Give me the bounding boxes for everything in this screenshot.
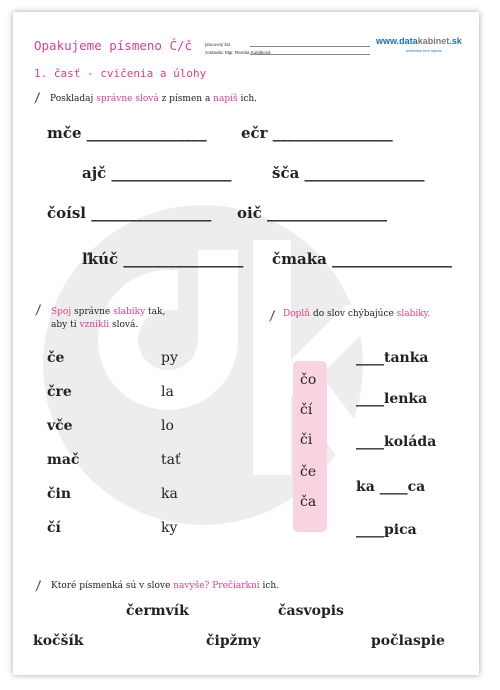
syllable-left: čin (47, 486, 72, 502)
syllable-left: vče (47, 418, 73, 434)
scrambled-word: čoísl ________________ (47, 204, 212, 222)
syllable-right: lo (161, 418, 174, 434)
pencil-icon (35, 304, 41, 316)
scrambled-word: mče ________________ (47, 124, 207, 142)
page-title: Opakujeme písmeno Č/č (34, 38, 193, 53)
syllable-option: čí (300, 402, 313, 418)
pencil-icon (35, 580, 41, 592)
worksheet (13, 12, 479, 675)
syllable-option: ča (300, 494, 317, 510)
syllable-left: čí (47, 520, 61, 536)
brand-kabinet: kabinet (417, 36, 450, 46)
scrambled-word: ečr ________________ (241, 124, 393, 142)
task3-instruction: Doplň do slov chýbajúce slabiky. (283, 309, 431, 319)
meta-line-1 (250, 46, 370, 47)
extra-letters-word: počlaspie (371, 633, 445, 649)
syllable-option: či (300, 432, 313, 448)
task4-instruction: Ktoré písmenká sú v slove navyše? Prečiarkni ich. (51, 581, 280, 591)
extra-letters-word: čipžmy (206, 633, 261, 649)
scrambled-word: čmaka ________________ (272, 250, 453, 268)
pencil-icon (34, 92, 40, 104)
syllable-left: čre (47, 384, 72, 400)
fill-word: ____pica (356, 522, 417, 538)
task2-instruction: Spoj správne slabiky tak, aby ti vznikli slová. (51, 307, 166, 330)
brand-data: data (399, 36, 418, 46)
extra-letters-word: kočšík (33, 633, 84, 649)
syllable-right: py (161, 350, 178, 366)
brand-tagline: učebnice bez hraníc (406, 48, 442, 53)
meta-label-2: zostavila: Mgr. Renáta Kotúlková (205, 50, 271, 55)
brand-www: www. (376, 36, 400, 46)
syllable-right: tať (161, 452, 181, 468)
extra-letters-word: čermvík (126, 603, 189, 619)
brand-sk: .sk (449, 36, 462, 46)
meta-label-1: pracovný list (205, 42, 231, 47)
syllable-left: mač (47, 452, 80, 468)
fill-word: ____koláda (356, 434, 437, 450)
syllable-option: čo (300, 372, 317, 388)
pencil-icon (269, 310, 275, 322)
meta-line-2 (250, 54, 370, 55)
scrambled-word: oič ________________ (237, 204, 388, 222)
syllable-right: ky (161, 520, 178, 536)
section-subtitle: 1. časť - cvičenia a úlohy (34, 67, 207, 80)
fill-word: ____tanka (356, 350, 429, 366)
extra-letters-word: časvopis (278, 603, 344, 619)
fill-word: ____lenka (356, 391, 428, 407)
task1-instruction: Poskladaj správne slová z písmen a napíš ich. (50, 94, 258, 104)
scrambled-word: ľkúč ________________ (82, 250, 244, 268)
syllable-left: če (47, 350, 65, 366)
scrambled-word: ajč ________________ (82, 164, 232, 182)
syllable-right: la (161, 384, 174, 400)
scrambled-word: šča ________________ (272, 164, 425, 182)
fill-word: ka ____ca (356, 479, 426, 495)
brand-logo (376, 36, 462, 46)
syllable-right: ka (161, 486, 178, 502)
syllable-option: če (300, 464, 317, 480)
